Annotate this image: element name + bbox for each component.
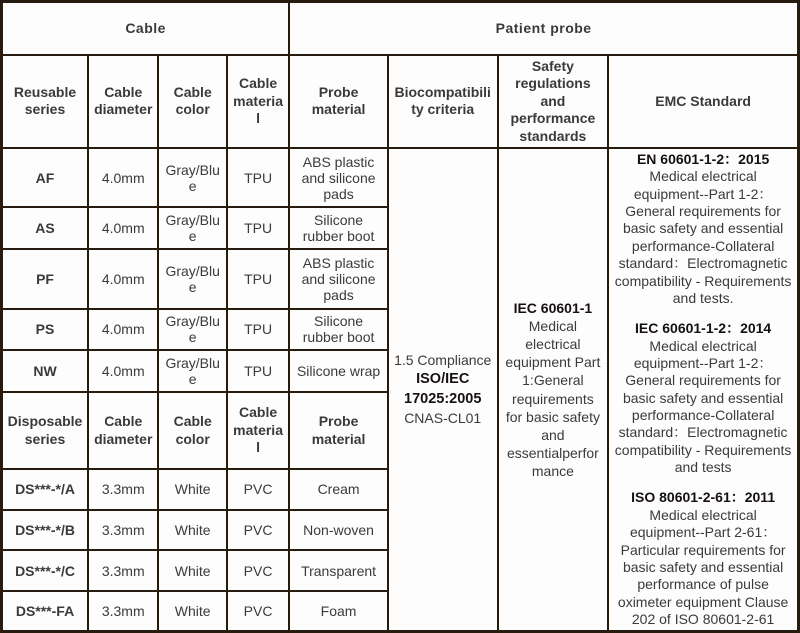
cable-color-value: White (158, 469, 226, 510)
cable-material-value: TPU (227, 350, 289, 392)
series-code: PS (2, 309, 89, 351)
col-header-cable-color: Cable color (158, 392, 226, 469)
emc-standard-block (613, 489, 793, 628)
safety-standard-title: IEC 60601-1 (513, 299, 593, 316)
safety-cell (498, 148, 609, 632)
cable-color-value: Gray/Blue (158, 350, 226, 392)
biocompatibility-line: 1.5 Compliance (394, 352, 492, 369)
col-header-emc: EMC Standard (608, 55, 798, 149)
col-header-safety: Safety regulations and performance standards (498, 55, 609, 149)
biocompatibility-cell (388, 148, 498, 632)
col-header-probe-material: Probe material (289, 55, 388, 149)
emc-standard-block (613, 320, 793, 476)
cable-diameter-value: 3.3mm (88, 591, 158, 632)
cable-color-value: White (158, 510, 226, 551)
series-code: DS***-*/B (2, 510, 89, 551)
cable-material-value: PVC (227, 510, 289, 551)
probe-material-value: Silicone rubber boot (289, 309, 388, 351)
emc-standard-body: Medical electrical equipment--Part 1-2：General requirements for basic safety and essential performance-Collateral standard：Electromagnetic compatibility - Requirements and tests (614, 337, 792, 476)
emc-standard-title: ISO 80601-2-61：2011 (631, 489, 776, 506)
cable-diameter-value: 4.0mm (88, 350, 158, 392)
col-header-cable-diameter: Cable diameter (88, 392, 158, 469)
cable-color-value: Gray/Blue (158, 148, 226, 207)
emc-cell (608, 148, 798, 632)
biocompatibility-standard-number: 17025:2005 (404, 390, 482, 407)
cable-diameter-value: 3.3mm (88, 550, 158, 591)
emc-standard-title: IEC 60601-1-2：2014 (635, 320, 772, 337)
cable-diameter-value: 4.0mm (88, 309, 158, 351)
series-code: PF (2, 249, 89, 308)
column-header-row (2, 55, 799, 149)
cable-diameter-value: 3.3mm (88, 510, 158, 551)
cable-group-header: Cable (2, 2, 290, 55)
col-header-probe-material: Probe material (289, 392, 388, 469)
cable-material-value: TPU (227, 207, 289, 249)
col-header-disposable-series: Disposable series (2, 392, 89, 469)
emc-standard-title: EN 60601-1-2：2015 (636, 151, 770, 167)
emc-standard-body: Medical electrical equipment--Part 1-2：General requirements for basic safety and essential performance-Collateral standard：Electromagnetic compatibility - Requirements and tests. (614, 168, 792, 306)
cable-diameter-value: 4.0mm (88, 148, 158, 207)
probe-material-value: Silicone wrap (289, 350, 388, 392)
cable-material-value: PVC (227, 550, 289, 591)
series-code: NW (2, 350, 89, 392)
emc-standard-body: Medical electrical equipment--Part 2-61：Particular requirements for basic safety and essential performance of pulse oximeter equipment Clause 202 of ISO 80601-2-61 (617, 506, 789, 627)
col-header-biocompatibility: Biocompatibility criteria (388, 55, 498, 149)
series-code: AS (2, 207, 89, 249)
series-code: AF (2, 148, 89, 207)
cable-material-value: PVC (227, 591, 289, 632)
probe-material-value: Cream (289, 469, 388, 510)
cable-diameter-value: 4.0mm (88, 249, 158, 308)
probe-material-value: ABS plastic and silicone pads (289, 148, 388, 207)
probe-material-value: Transparent (289, 550, 388, 591)
col-header-cable-diameter: Cable diameter (88, 55, 158, 149)
series-code: DS***-*/C (2, 550, 89, 591)
group-header-row (2, 2, 799, 55)
cable-diameter-value: 4.0mm (88, 207, 158, 249)
probe-material-value: Silicone rubber boot (289, 207, 388, 249)
safety-standard-body: Medical electrical equipment Part 1:General requirements for basic safety and essentialperformance (505, 317, 601, 480)
col-header-cable-material: Cable material (227, 392, 289, 469)
cable-color-value: White (158, 550, 226, 591)
biocompatibility-cnas: CNAS-CL01 (404, 410, 482, 427)
table-row-af (2, 148, 799, 207)
emc-standard-block (613, 151, 793, 307)
cable-material-value: TPU (227, 249, 289, 308)
cable-material-value: PVC (227, 469, 289, 510)
probe-material-value: Non-woven (289, 510, 388, 551)
series-code: DS***-FA (2, 591, 89, 632)
cable-material-value: TPU (227, 148, 289, 207)
cable-color-value: White (158, 591, 226, 632)
probe-material-value: Foam (289, 591, 388, 632)
cable-color-value: Gray/Blue (158, 249, 226, 308)
col-header-cable-color: Cable color (158, 55, 226, 149)
cable-material-value: TPU (227, 309, 289, 351)
cable-color-value: Gray/Blue (158, 309, 226, 351)
col-header-reusable-series: Reusable series (2, 55, 89, 149)
biocompatibility-standard: ISO/IEC (416, 371, 470, 388)
cable-color-value: Gray/Blue (158, 207, 226, 249)
probe-material-value: ABS plastic and silicone pads (289, 249, 388, 308)
patient-probe-group-header: Patient probe (289, 2, 798, 55)
series-code: DS***-*/A (2, 469, 89, 510)
cable-diameter-value: 3.3mm (88, 469, 158, 510)
col-header-cable-material: Cable material (227, 55, 289, 149)
